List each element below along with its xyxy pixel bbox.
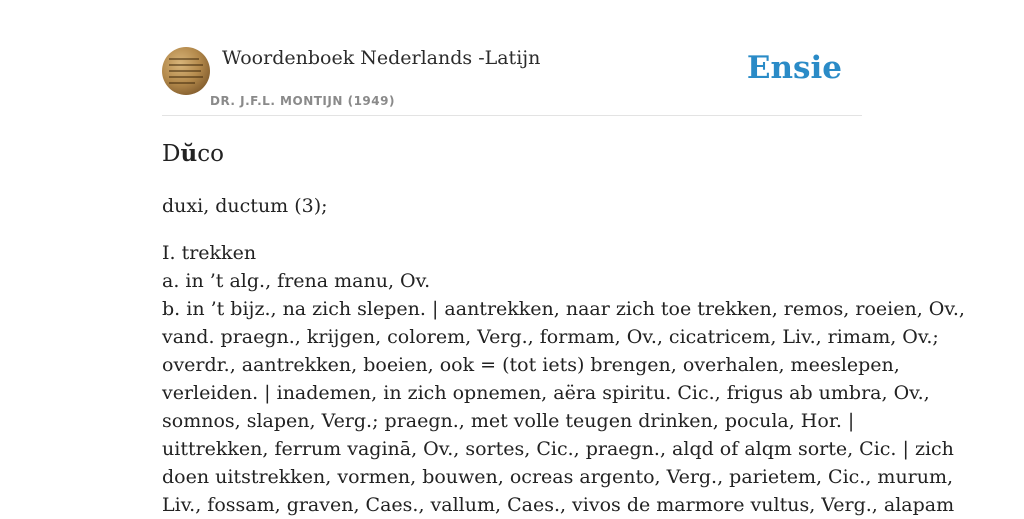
header <box>162 44 862 116</box>
book-title[interactable]: Woordenboek Nederlands -Latijn <box>222 47 541 69</box>
definition-line: I. trekken <box>162 242 257 264</box>
entry-title-accent: ŭ <box>180 140 198 167</box>
ensie-logo-link[interactable]: Ensie <box>746 50 842 86</box>
entry-definition <box>162 239 965 519</box>
entry-title <box>162 140 224 167</box>
definition-line: a. in ’t alg., frena manu, Ov. <box>162 270 431 292</box>
definition-line: uittrekken, ferrum vaginā, Ov., sortes, Cic., praegn., alqd of alqm sorte, Cic. | zich <box>162 438 954 460</box>
definition-line: somnos, slapen, Verg.; praegn., met volle teugen drinken, pocula, Hor. | <box>162 410 855 432</box>
definition-line: doen uitstrekken, vormen, bouwen, ocreas argento, Verg., parietem, Cic., murum, <box>162 466 954 488</box>
entry-content <box>162 192 965 519</box>
book-cover-thumbnail[interactable] <box>162 47 210 95</box>
entry-forms: duxi, ductum (3); <box>162 195 328 217</box>
definition-line: b. in ’t bijz., na zich slepen. | aantrekken, naar zich toe trekken, remos, roeien, Ov., <box>162 298 965 320</box>
entry-title-prefix: D <box>162 141 181 167</box>
definition-line: Liv., fossam, graven, Caes., vallum, Caes., vivos de marmore vultus, Verg., alapam <box>162 494 955 516</box>
entry-title-suffix: co <box>197 141 224 167</box>
definition-line: overdr., aantrekken, boeien, ook = (tot iets) brengen, overhalen, meeslepen, <box>162 354 900 376</box>
definition-line: verleiden. | inademen, in zich opnemen, aëra spiritu. Cic., frigus ab umbra, Ov., <box>162 382 930 404</box>
definition-line: vand. praegn., krijgen, colorem, Verg., formam, Ov., cicatricem, Liv., rimam, Ov.; <box>162 326 939 348</box>
author-label: DR. J.F.L. MONTIJN (1949) <box>210 94 395 108</box>
